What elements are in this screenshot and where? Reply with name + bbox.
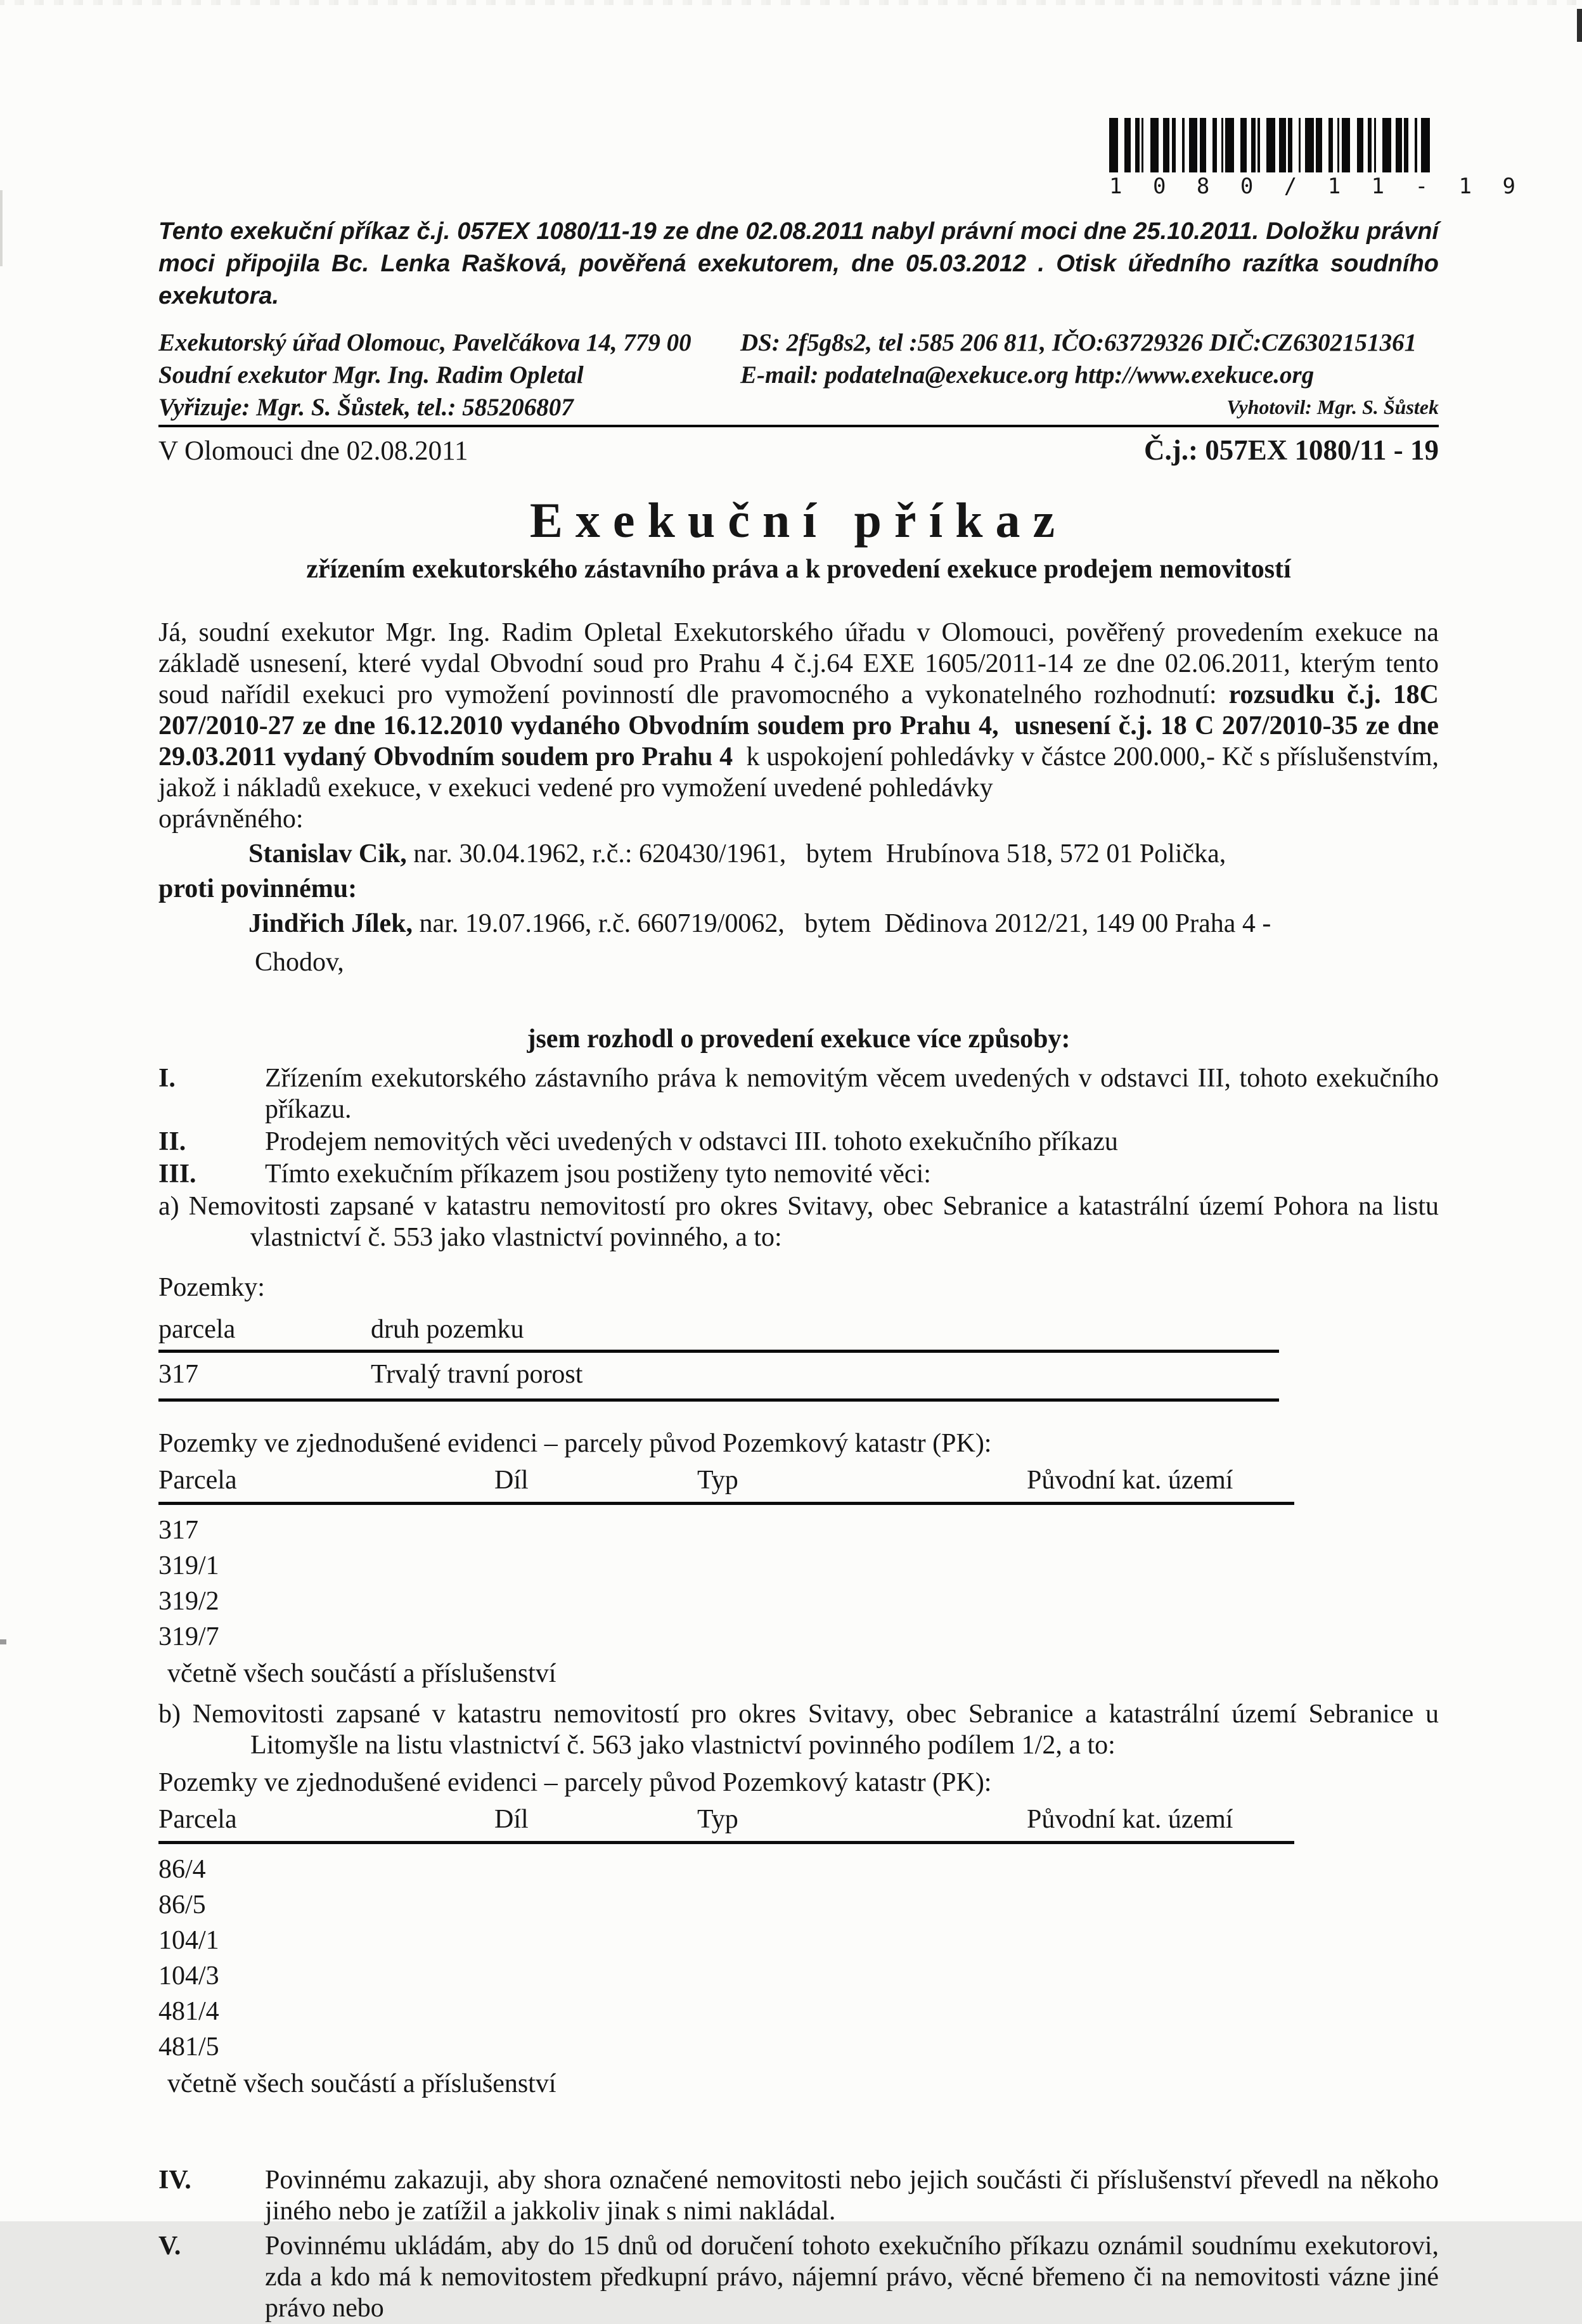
clerk-line: Vyřizuje: Mgr. S. Šůstek, tel.: 585206807 [158, 394, 574, 421]
decision-item [158, 1126, 1439, 1158]
pk-table-row [158, 1540, 1294, 1580]
letterhead-divider [158, 425, 1439, 427]
place-and-date: V Olomouci dne 02.08.2011 [158, 436, 468, 466]
intro-paragraph [158, 617, 1439, 804]
date-row [158, 434, 1439, 467]
decision-item [158, 1063, 1439, 1125]
debtor-details: nar. 19.07.1966, r.č. 660719/0062, bytem Dědinova 2012/21, 149 00 Praha 4 - [413, 909, 1271, 938]
decision-item-text: Prodejem nemovitých věci uvedených v odstavci III. tohoto exekučního příkazu [265, 1127, 1118, 1156]
pk-table-row [158, 1576, 1294, 1616]
land-table-header [158, 1314, 1279, 1353]
scan-artifact [1577, 9, 1582, 42]
databox-line: DS: 2f5g8s2, tel :585 206 811, IČO:63729326 DIČ:CZ6302151361 [740, 329, 1417, 356]
pk-table-b-footer: včetně všech součástí a příslušenství [167, 2069, 556, 2098]
barcode-icon [1109, 118, 1439, 172]
pk-parcel-number: 317 [158, 1516, 198, 1545]
pk-header-dil: Díl [494, 1466, 529, 1495]
decision-item-number: I. [158, 1064, 176, 1093]
office-line: Exekutorský úřad Olomouc, Pavelčákova 14, 779 00 [158, 329, 691, 356]
letterhead-right [740, 326, 1439, 423]
pk-table-row [158, 1611, 1294, 1651]
decision-item-number: III. [158, 1159, 196, 1189]
pk-table-a [158, 1465, 1294, 1651]
creditor-name: Stanislav Cik, [248, 839, 407, 868]
pk-header-uzemi: Původní kat. území [1027, 1466, 1233, 1495]
barcode-block [158, 118, 1524, 199]
obligation-item [158, 2165, 1439, 2227]
pk-header-typ: Typ [697, 1805, 738, 1834]
pk-parcel-number: 319/2 [158, 1587, 219, 1616]
decision-item [158, 1159, 1439, 1190]
letterhead-left [158, 326, 740, 423]
document-title: Exekuční příkaz [529, 493, 1068, 548]
intro-segment: Já, soudní exekutor Mgr. Ing. Radim Opletal Exekutorského úřadu v Olomouci, pověřený provedením exekuce na základě usnesení, které vydal Obvodní soud pro Prahu 4 č.j.64 EXE 1605/2011-14 ze dne 02.06.2011, kterým tento soud nařídil exekuci pro vymožení povinností dle pravomocného a vykonatelného rozhodnutí: [158, 618, 1439, 709]
land-table [158, 1314, 1279, 1402]
intro-segment-bold: rozsudku č.j. 18C 207/2010-27 ze dne 16.12.2010 vydaného Obvodním soudem pro Prahu 4, usnesení č.j. 18 C 207/2010-35 ze dne 29.03.2011 vydaný Obvodním soudem pro Prahu 4 [158, 680, 1439, 771]
pk-parcel-number: 481/4 [158, 1997, 219, 2026]
email-line: E-mail: podatelna@exekuce.org http://www.exekuce.org [740, 361, 1315, 389]
section-a-paragraph: a) Nemovitosti zapsané v katastru nemovitostí pro okres Svitavy, obec Sebranice a katastrální území Pohora na listu vlastnictví č. 553 jako vlastnictví povinného, a to: [158, 1192, 1439, 1252]
pk-table-row [158, 1986, 1294, 2026]
pk-table-b [158, 1804, 1294, 2062]
land-parcel-type: Trvalý travní porost [371, 1360, 583, 1389]
land-parcel-number: 317 [158, 1360, 198, 1389]
creditor-details: nar. 30.04.1962, r.č.: 620430/1961, bytem Hrubínova 518, 572 01 Polička, [406, 839, 1226, 868]
document-subtitle: zřízením exekutorského zástavního práva a k provedení exekuce prodejem nemovitostí [306, 555, 1291, 584]
creditor-label: oprávněného: [158, 804, 304, 834]
pk-header-dil: Díl [494, 1805, 529, 1834]
scan-artifact [0, 1639, 6, 1644]
section-b-paragraph: b) Nemovitosti zapsané v katastru nemovitostí pro okres Svitavy, obec Sebranice a katastrální území Sebranice u Litomyšle na listu vlastnictví č. 563 jako vlastnictví povinného podílem 1/2, a to: [158, 1700, 1439, 1760]
pk-header-parcela: Parcela [158, 1805, 237, 1834]
obligation-text: Povinnému zakazuji, aby shora označené nemovitosti nebo jejich součásti či příslušenství převedl na někoho jiného nebo je zatížil a jakkoliv jinak s nimi nakládal. [265, 2166, 1439, 2226]
obligations-list [158, 2165, 1439, 2324]
debtor-line-continuation: Chodov, [255, 948, 344, 977]
decision-item-text: Tímto exekučním příkazem jsou postiženy tyto nemovité věci: [265, 1159, 931, 1189]
pk-table-row [158, 2022, 1294, 2062]
pk-parcel-number: 319/7 [158, 1622, 219, 1651]
pk-table-row [158, 1951, 1294, 1991]
pk-table-row [158, 1880, 1294, 1920]
pk-note-a: Pozemky ve zjednodušené evidenci – parcely původ Pozemkový katastr (PK): [158, 1429, 992, 1458]
pk-table-row [158, 1915, 1294, 1955]
obligation-item [158, 2231, 1439, 2324]
pk-header-typ: Typ [697, 1466, 738, 1495]
case-number: Č.j.: 057EX 1080/11 - 19 [1144, 434, 1439, 466]
legal-force-note: Tento exekuční příkaz č.j. 057EX 1080/11-19 ze dne 02.08.2011 nabyl právní moci dne 25.10.2011. Doložku právní moci připojila Bc. Lenka Rašková, pověřená exekutorem, dne 05.03.2012 . Otisk úředního razítka soudního exekutora. [158, 218, 1439, 309]
land-table-header-parcela: parcela [158, 1315, 236, 1344]
pk-parcel-number: 319/1 [158, 1551, 219, 1580]
decision-item-number: II. [158, 1127, 186, 1156]
pk-parcel-number: 104/3 [158, 1961, 219, 1991]
barcode-number: 1 0 8 0 / 1 1 - 1 9 [1109, 174, 1524, 199]
pk-parcel-number: 481/5 [158, 2032, 219, 2062]
decision-item-text: Zřízením exekutorského zástavního práva k nemovitým věcem uvedených v odstavci III, tohoto exekučního příkazu. [265, 1064, 1439, 1124]
executor-line: Soudní exekutor Mgr. Ing. Radim Opletal [158, 361, 584, 389]
letterhead [158, 326, 1439, 423]
lands-label: Pozemky: [158, 1273, 265, 1302]
decision-heading: jsem rozhodl o provedení exekuce více způsoby: [527, 1024, 1071, 1054]
against-debtor-label: proti povinnému: [158, 874, 357, 903]
obligation-text: Povinnému ukládám, aby do 15 dnů od doručení tohoto exekučního příkazu oznámil soudnímu exekutorovi, zda a kdo má k nemovitostem předkupní právo, nájemní právo, věcné břemeno či na nemovitosti vázne jiné právo nebo [265, 2231, 1439, 2323]
pk-table-b-header [158, 1804, 1294, 1844]
obligation-number: V. [158, 2231, 181, 2261]
debtor-name: Jindřich Jílek, [248, 909, 413, 938]
pk-table-a-header [158, 1465, 1294, 1505]
prepared-by-line: Vyhotovil: Mgr. S. Šůstek [1226, 396, 1439, 418]
pk-header-uzemi: Původní kat. území [1027, 1805, 1233, 1834]
scan-artifact [0, 190, 3, 266]
obligation-number: IV. [158, 2166, 191, 2195]
pk-note-b: Pozemky ve zjednodušené evidenci – parcely původ Pozemkový katastr (PK): [158, 1768, 992, 1797]
decision-list [158, 1063, 1439, 1190]
pk-parcel-number: 104/1 [158, 1926, 219, 1955]
pk-table-row [158, 1844, 1294, 1884]
land-table-row [158, 1353, 1279, 1402]
pk-header-parcela: Parcela [158, 1466, 237, 1495]
document-content [158, 0, 1524, 2324]
pk-table-a-footer: včetně všech součástí a příslušenství [167, 1659, 556, 1688]
debtor-line [158, 908, 1439, 939]
pk-parcel-number: 86/5 [158, 1890, 206, 1920]
pk-parcel-number: 86/4 [158, 1855, 206, 1884]
creditor-line [158, 839, 1439, 870]
pk-table-row [158, 1505, 1294, 1545]
intro-segment: k uspokojení pohledávky v částce 200.000,- Kč s příslušenstvím, jakož i nákladů exekuce, v exekuci vedené pro vymožení uvedené pohledávky [158, 742, 1439, 803]
land-table-header-druh: druh pozemku [371, 1315, 524, 1344]
